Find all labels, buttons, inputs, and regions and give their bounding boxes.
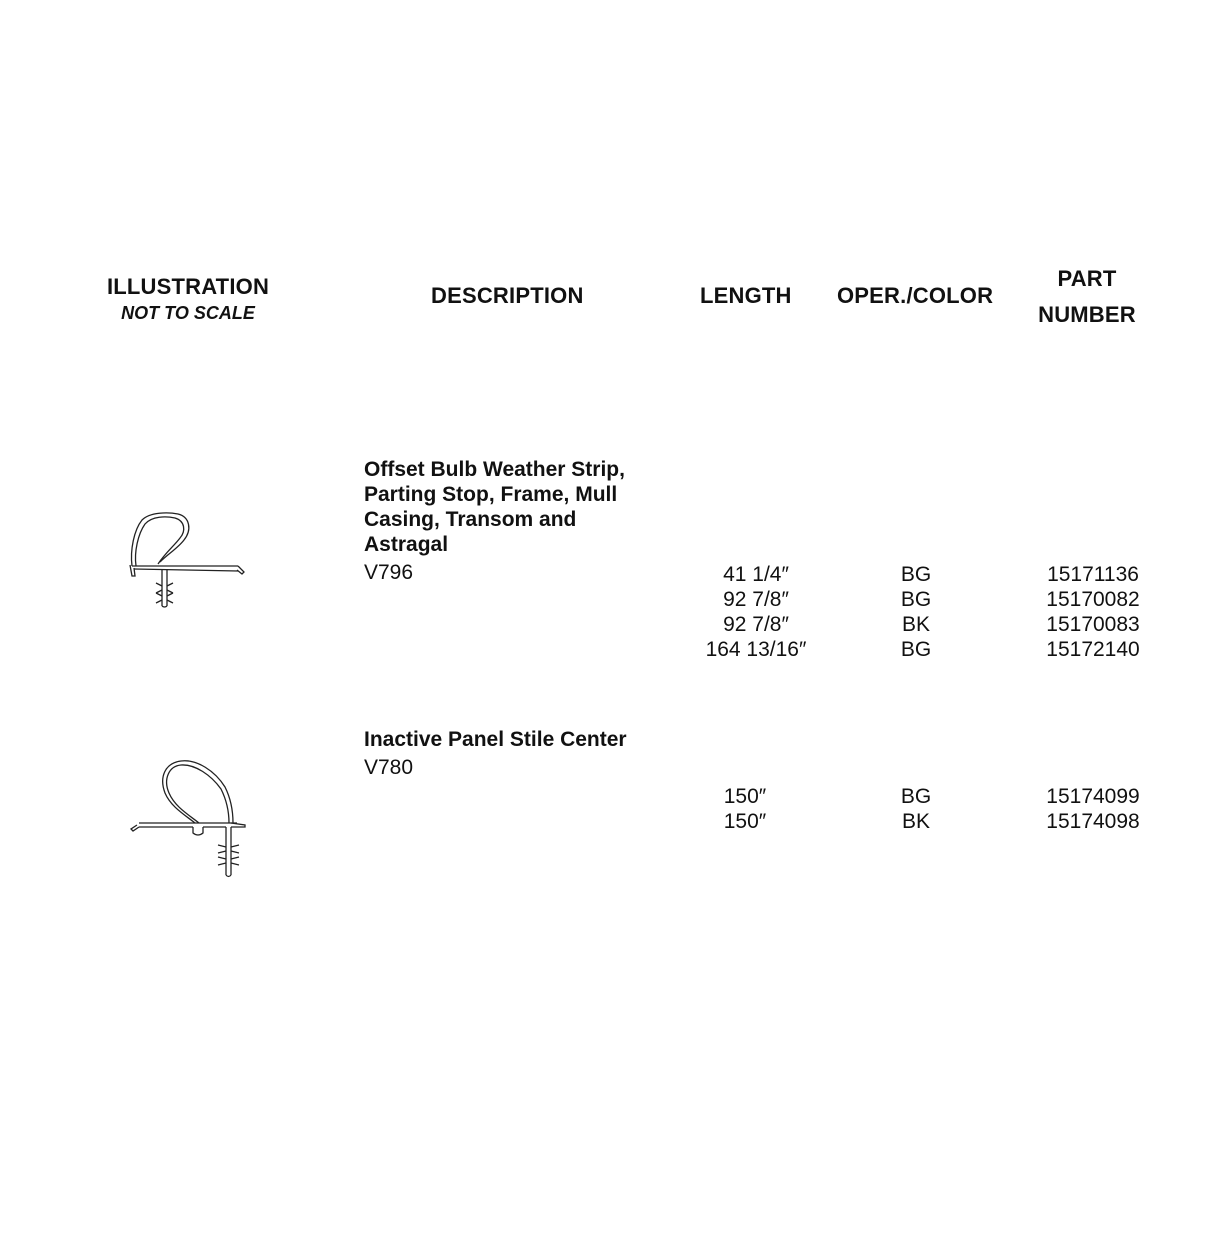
offset-bulb-weather-strip-icon bbox=[120, 510, 260, 610]
length-cell: 92 7/8″ bbox=[723, 588, 789, 611]
item-description-line: Inactive Panel Stile Center bbox=[364, 728, 627, 751]
length-cell: 150″ bbox=[723, 810, 767, 833]
item-v796-rows bbox=[686, 562, 1158, 662]
length-cell: 150″ bbox=[723, 785, 767, 808]
table-row bbox=[686, 587, 1158, 612]
item-description-line: Astragal bbox=[364, 533, 449, 556]
header-length: LENGTH bbox=[700, 283, 792, 308]
item-v780-illustration bbox=[125, 755, 265, 885]
part-number-cell: 15170083 bbox=[1046, 613, 1140, 636]
inactive-panel-stile-center-icon bbox=[125, 755, 265, 885]
color-cell: BG bbox=[900, 588, 932, 611]
header-description: DESCRIPTION bbox=[431, 283, 584, 308]
item-description-line: Parting Stop, Frame, Mull bbox=[364, 483, 618, 506]
table-row bbox=[675, 809, 1158, 834]
header-oper-color: OPER./COLOR bbox=[837, 283, 994, 308]
item-code: V796 bbox=[364, 561, 414, 584]
part-number-cell: 15170082 bbox=[1046, 588, 1140, 611]
color-cell: BG bbox=[900, 563, 932, 586]
item-v796-description bbox=[364, 457, 684, 585]
header-not-to-scale: NOT TO SCALE bbox=[121, 303, 255, 323]
header-number: NUMBER bbox=[1038, 302, 1136, 327]
color-cell: BK bbox=[901, 810, 930, 833]
column-header-illustration bbox=[90, 274, 286, 324]
table-row bbox=[675, 784, 1158, 809]
column-header-part-number bbox=[1027, 266, 1147, 328]
item-description-line: Casing, Transom and bbox=[364, 508, 577, 531]
color-cell: BG bbox=[900, 785, 932, 808]
part-number-cell: 15174098 bbox=[1046, 810, 1140, 833]
part-number-cell: 15171136 bbox=[1047, 563, 1139, 586]
part-number-cell: 15172140 bbox=[1046, 638, 1140, 661]
table-row bbox=[686, 637, 1158, 662]
item-v780-description bbox=[364, 727, 684, 780]
color-cell: BG bbox=[900, 638, 932, 661]
item-v780-rows bbox=[675, 784, 1158, 834]
length-cell: 92 7/8″ bbox=[723, 613, 789, 636]
length-cell: 164 13/16″ bbox=[705, 638, 807, 661]
header-part: PART bbox=[1057, 266, 1117, 291]
length-cell: 41 1/4″ bbox=[723, 563, 789, 586]
item-description-line: Offset Bulb Weather Strip, bbox=[364, 458, 625, 481]
table-row bbox=[686, 612, 1158, 637]
color-cell: BK bbox=[901, 613, 930, 636]
part-number-cell: 15174099 bbox=[1046, 785, 1140, 808]
table-row bbox=[686, 562, 1158, 587]
item-v796-illustration bbox=[120, 510, 260, 610]
header-illustration: ILLUSTRATION bbox=[106, 274, 270, 299]
item-code: V780 bbox=[364, 756, 414, 779]
